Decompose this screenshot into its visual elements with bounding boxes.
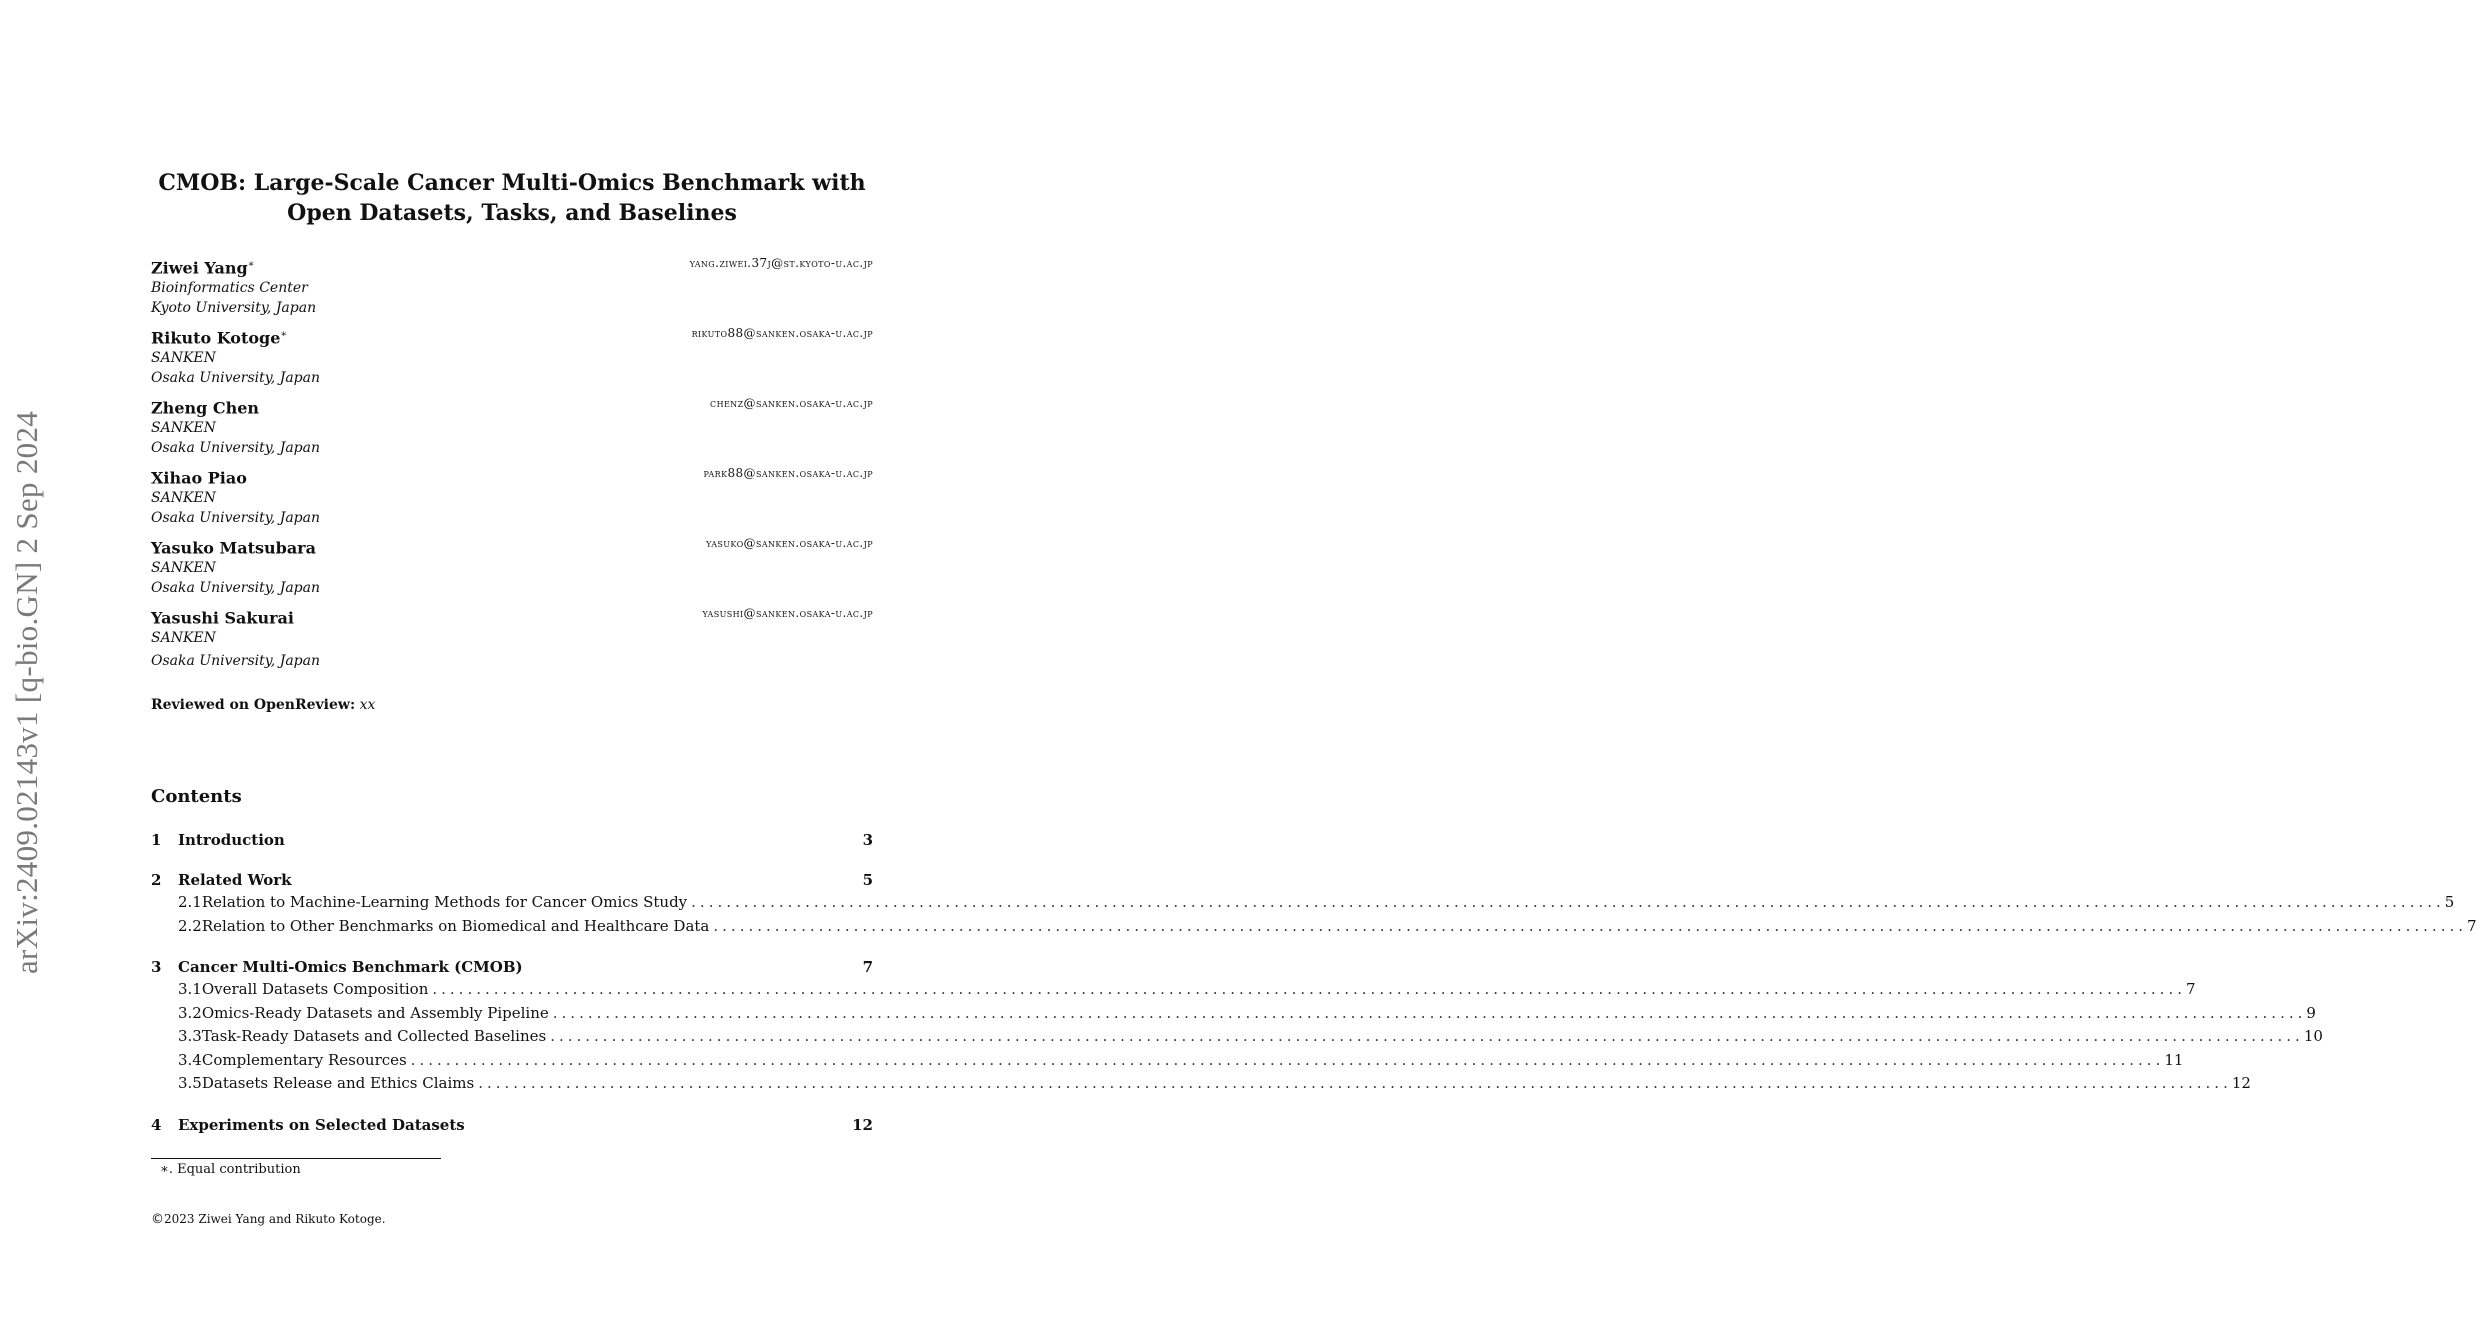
toc-subsection-title: Omics-Ready Datasets and Assembly Pipeline [201,1003,549,1022]
footnote-text: Equal contribution [177,1162,301,1177]
review-line [151,697,375,713]
table-of-contents [151,829,2477,1136]
toc-subsection[interactable] [151,978,2196,1002]
footnote [160,1162,301,1177]
author-institution: Osaka University, Japan [151,580,320,597]
toc-subsection-number: 3.4 [178,1050,202,1069]
author-name: Ziwei Yang [151,258,248,278]
author-email[interactable]: yang.ziwei.37j@st.kyoto-u.ac.jp [689,256,873,270]
paper-title-line-1: CMOB: Large-Scale Cancer Multi-Omics Benchmark with [158,170,866,196]
author-block [151,254,873,324]
toc-leader-dots: ........................................................................................................................................................................................................ [552,1003,2307,1022]
review-label: Reviewed on OpenReview: [151,697,356,713]
toc-section[interactable] [151,956,873,978]
author-email[interactable]: yasushi@sanken.osaka-u.ac.jp [702,606,873,620]
author-name: Rikuto Kotoge [151,328,281,348]
author-name: Xihao Piao [151,468,247,488]
toc-subsection-title: Relation to Machine-Learning Methods for Cancer Omics Study [201,893,688,911]
equal-contribution-mark: ∗ [280,329,288,340]
toc-subsection-number: 3.3 [178,1027,202,1045]
toc-subsection-page: 5 [2444,893,2455,911]
copyright-symbol: © [151,1212,164,1227]
author-institution: Osaka University, Japan [151,510,320,527]
toc-section-page: 7 [862,958,873,976]
toc-section-title: Cancer Multi-Omics Benchmark (CMOB) [178,958,523,976]
toc-subsection-number: 2.1 [178,893,202,911]
author-affiliation: SANKEN [151,490,216,507]
toc-leader-dots: ........................................................................................................................................................................................................ [691,893,2445,911]
toc-subsection-page: 10 [2303,1027,2323,1045]
author-institution: Kyoto University, Japan [151,300,317,317]
author-affiliation: SANKEN [151,350,216,367]
toc-subsection-number: 3.5 [178,1074,202,1092]
author-list [151,254,873,676]
footnote-mark: ∗. [160,1162,173,1177]
toc-subsection-title: Relation to Other Benchmarks on Biomedical and Healthcare Data [201,916,710,935]
toc-subsection-title: Task-Ready Datasets and Collected Baselines [201,1027,547,1045]
toc-section-number: 4 [151,1115,162,1134]
toc-subsection-title: Overall Datasets Composition [201,980,429,998]
author-affiliation: SANKEN [151,420,216,437]
author-email[interactable]: park88@sanken.osaka-u.ac.jp [703,466,873,480]
paper-title [0,168,1024,228]
author-block [151,534,873,604]
author-block [151,464,873,534]
toc-subsection-page: 7 [2467,916,2477,935]
toc-section[interactable] [151,869,873,891]
author-email[interactable]: chenz@sanken.osaka-u.ac.jp [710,396,873,410]
toc-leader-dots: ........................................................................................................................................................................................................ [410,1050,2165,1069]
footnote-divider [151,1158,441,1159]
author-block [151,324,873,394]
toc-subsection-page: 7 [2186,980,2196,998]
toc-section-page: 3 [862,831,873,849]
equal-contribution-mark: ∗ [247,259,255,270]
toc-leader-dots: ........................................................................................................................................................................................................ [478,1074,2232,1092]
author-affiliation: Bioinformatics Center [151,280,308,297]
toc-subsection-number: 2.2 [178,916,202,935]
toc-section-title: Related Work [178,871,292,889]
toc-subsection-number: 3.1 [178,980,202,998]
toc-section[interactable] [151,829,873,851]
toc-leader-dots: ........................................................................................................................................................................................................ [550,1027,2304,1045]
author-name: Zheng Chen [151,398,260,418]
toc-subsection-page: 11 [2164,1050,2184,1069]
arxiv-identifier: arXiv:2409.02143v1 [q-bio.GN] 2 Sep 2024 [9,410,44,974]
author-affiliation: SANKEN [151,630,216,647]
toc-section-page: 12 [852,1115,873,1134]
toc-subsection-title: Complementary Resources [201,1050,407,1069]
toc-subsection-number: 3.2 [178,1003,202,1022]
author-block [151,394,873,464]
author-institution: Osaka University, Japan [151,653,320,670]
toc-section-title: Introduction [178,831,285,849]
toc-subsection[interactable] [151,1002,2316,1026]
author-institution: Osaka University, Japan [151,370,320,387]
paper-title-line-2: Open Datasets, Tasks, and Baselines [287,200,737,226]
toc-subsection[interactable] [151,1049,2184,1073]
toc-subsection-page: 9 [2306,1003,2316,1022]
toc-leader-dots: ........................................................................................................................................................................................................ [432,980,2186,998]
toc-section[interactable] [151,1114,873,1136]
toc-section-number: 1 [151,831,162,849]
toc-subsection-title: Datasets Release and Ethics Claims [201,1074,475,1092]
author-affiliation: SANKEN [151,560,216,577]
author-institution: Osaka University, Japan [151,440,320,457]
contents-heading: Contents [151,786,242,807]
author-email[interactable]: yasuko@sanken.osaka-u.ac.jp [706,536,873,550]
toc-subsection[interactable] [151,1072,2251,1096]
toc-subsection-page: 12 [2231,1074,2251,1092]
author-name: Yasushi Sakurai [151,608,294,628]
copyright-notice [151,1212,386,1227]
review-value: xx [359,697,376,713]
toc-leader-dots: ........................................................................................................................................................................................................ [713,916,2468,935]
toc-subsection[interactable] [151,1025,2323,1049]
author-name: Yasuko Matsubara [151,538,316,558]
author-email[interactable]: rikuto88@sanken.osaka-u.ac.jp [691,326,873,340]
toc-subsection[interactable] [151,915,2477,939]
toc-section-number: 3 [151,958,162,976]
toc-section-title: Experiments on Selected Datasets [178,1115,465,1134]
toc-section-page: 5 [862,871,873,889]
toc-section-number: 2 [151,871,162,889]
toc-subsection[interactable] [151,891,2455,915]
copyright-text: 2023 Ziwei Yang and Rikuto Kotoge. [164,1212,386,1226]
author-block [151,604,873,676]
